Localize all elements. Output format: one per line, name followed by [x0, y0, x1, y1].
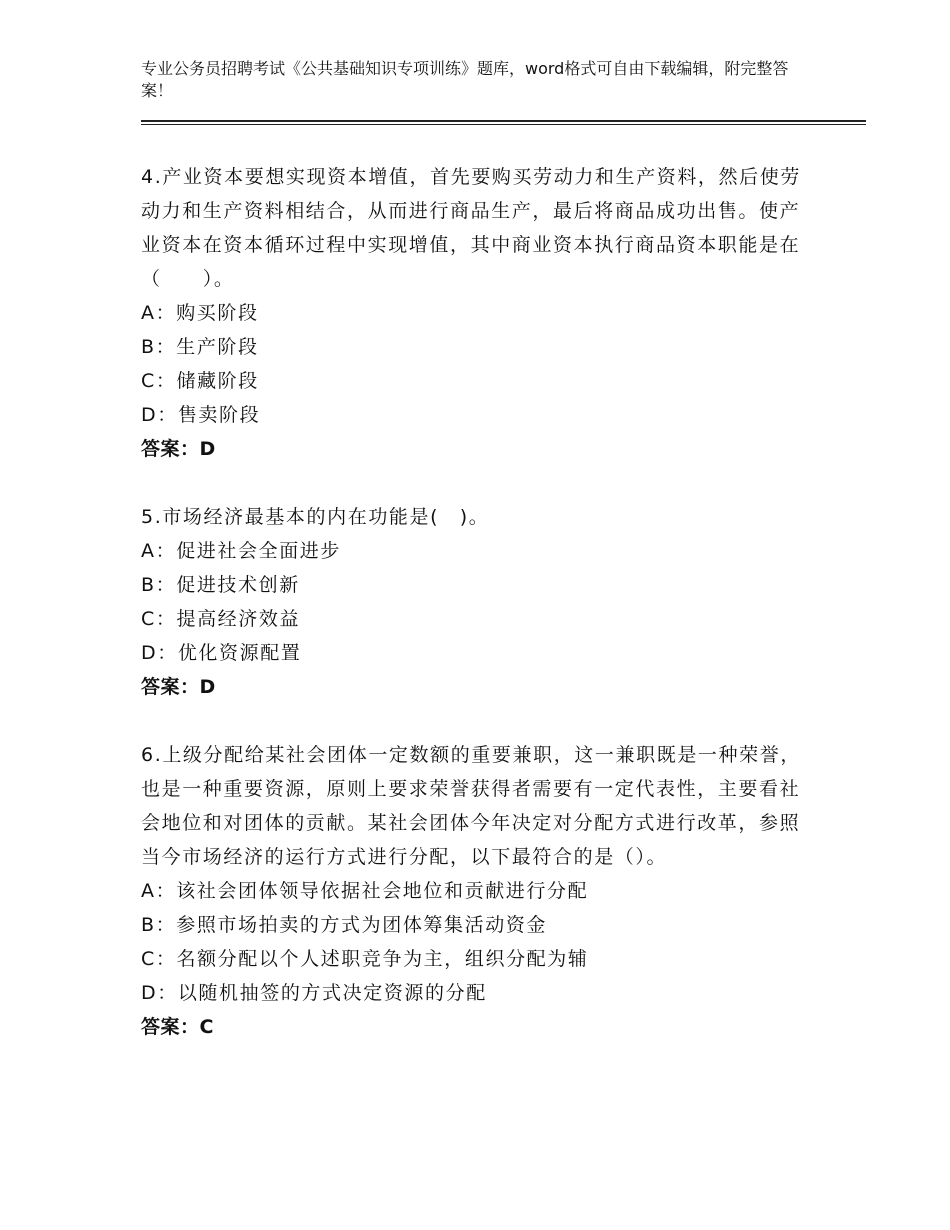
option-a: A：促进社会全面进步 [141, 540, 341, 562]
question-5 [141, 500, 801, 704]
question-4 [141, 160, 801, 466]
answer: 答案：D [141, 676, 216, 698]
header-rule-thin [141, 124, 866, 125]
question-stem: 6.上级分配给某社会团体一定数额的重要兼职，这一兼职既是一种荣誉，也是一种重要资源，原则上要求荣誉获得者需要有一定代表性，主要看社会地位和对团体的贡献。某社会团体今年决定对分配方式进行改革，参照当今市场经济的运行方式进行分配，以下最符合的是（）。 [141, 744, 801, 868]
question-list [141, 160, 801, 1078]
option-a: A：购买阶段 [141, 302, 259, 324]
option-b: B：促进技术创新 [141, 574, 300, 596]
option-b: B：参照市场拍卖的方式为团体筹集活动资金 [141, 914, 548, 936]
option-b: B：生产阶段 [141, 336, 259, 358]
question-stem: 4.产业资本要想实现资本增值，首先要购买劳动力和生产资料，然后使劳动力和生产资料相结合，从而进行商品生产，最后将商品成功出售。使产业资本在资本循环过程中实现增值，其中商业资本执行商品资本职能是在（ ）。 [141, 166, 801, 290]
option-d: D：以随机抽签的方式决定资源的分配 [141, 982, 487, 1004]
option-c: C：提高经济效益 [141, 608, 301, 630]
question-stem: 5.市场经济最基本的内在功能是( )。 [141, 506, 490, 528]
option-c: C：名额分配以个人述职竞争为主，组织分配为辅 [141, 948, 589, 970]
option-a: A：该社会团体领导依据社会地位和贡献进行分配 [141, 880, 589, 902]
option-c: C：储藏阶段 [141, 370, 259, 392]
header-rule-thick [141, 120, 866, 122]
page-header: 专业公务员招聘考试《公共基础知识专项训练》题库，word格式可自由下载编辑，附完整答案！ [141, 59, 789, 100]
option-d: D：优化资源配置 [141, 642, 302, 664]
answer: 答案：C [141, 1016, 214, 1038]
question-6 [141, 738, 801, 1044]
answer: 答案：D [141, 438, 216, 460]
option-d: D：售卖阶段 [141, 404, 261, 426]
